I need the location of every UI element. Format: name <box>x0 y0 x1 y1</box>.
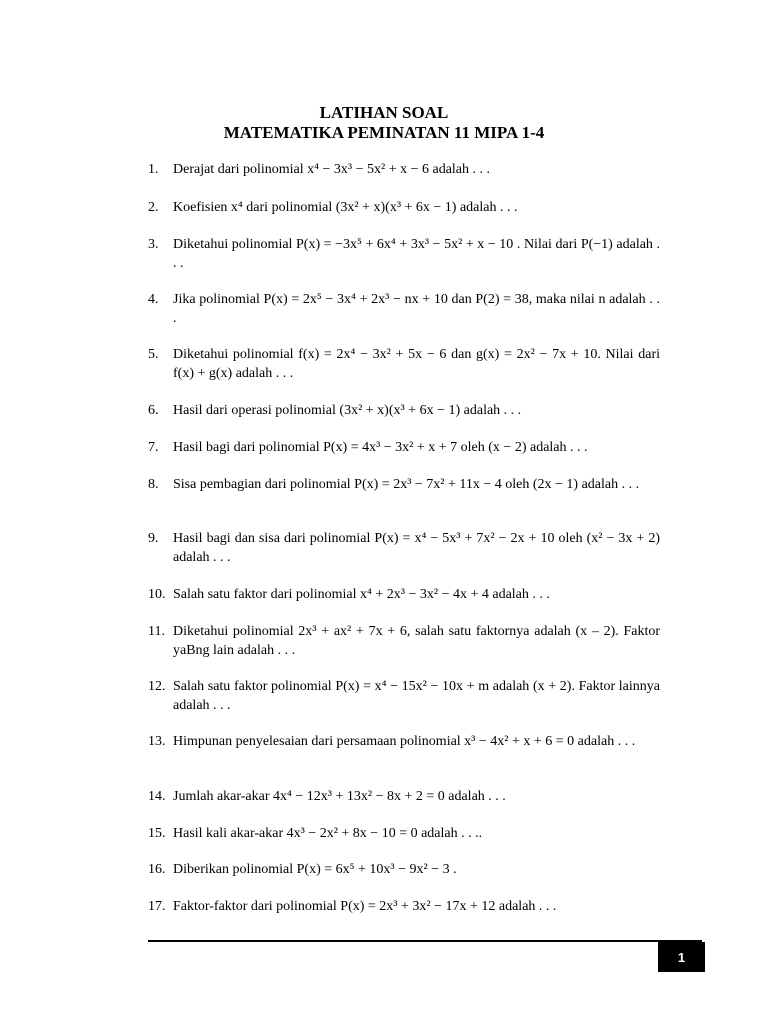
question-number: 1. <box>148 162 159 177</box>
question-text: Himpunan penyelesaian dari persamaan polinomial x³ − 4x² + x + 6 = 0 adalah . . . <box>173 734 636 749</box>
question-item <box>148 438 660 457</box>
question-item <box>148 585 660 604</box>
question-text: Diberikan polinomial P(x) = 6x⁵ + 10x³ − 9x² − 3 . <box>173 862 457 877</box>
title-line-1: LATIHAN SOAL <box>319 103 449 122</box>
question-text: Diketahui polinomial P(x) = −3x⁵ + 6x⁴ + 3x³ − 5x² + x − 10 . Nilai dari P(−1) adalah . . . <box>173 237 660 271</box>
question-text: Hasil dari operasi polinomial (3x² + x)(x³ + 6x − 1) adalah . . . <box>173 403 522 418</box>
question-number: 10. <box>148 587 166 602</box>
question-text: Hasil bagi dan sisa dari polinomial P(x) = x⁴ − 5x³ + 7x² − 2x + 10 oleh (x² − 3x + 2) adalah . . . <box>173 531 660 565</box>
question-item <box>148 475 660 494</box>
question-number: 7. <box>148 440 159 455</box>
question-item <box>148 824 660 843</box>
question-item <box>148 345 660 383</box>
question-number: 8. <box>148 477 159 492</box>
question-item <box>148 235 660 273</box>
page-number-label: 1 <box>677 949 686 965</box>
footer-divider <box>148 940 702 942</box>
question-number: 13. <box>148 734 166 749</box>
document-title <box>0 103 768 143</box>
question-text: Hasil kali akar-akar 4x³ − 2x² + 8x − 10 = 0 adalah . . .. <box>173 826 483 841</box>
question-text: Salah satu faktor dari polinomial x⁴ + 2x³ − 3x² − 4x + 4 adalah . . . <box>173 587 550 602</box>
question-item <box>148 198 660 217</box>
question-number: 16. <box>148 862 166 877</box>
question-item <box>148 401 660 420</box>
question-number: 17. <box>148 899 166 914</box>
page-number <box>658 942 705 972</box>
question-number: 11. <box>148 624 165 639</box>
question-item <box>148 529 660 567</box>
question-text: Salah satu faktor polinomial P(x) = x⁴ − 15x² − 10x + m adalah (x + 2). Faktor lainnya adalah . . . <box>173 679 660 713</box>
question-text: Jumlah akar-akar 4x⁴ − 12x³ + 13x² − 8x + 2 = 0 adalah . . . <box>173 789 506 804</box>
question-number: 5. <box>148 347 159 362</box>
question-number: 12. <box>148 679 166 694</box>
question-number: 4. <box>148 292 159 307</box>
question-text: Koefisien x⁴ dari polinomial (3x² + x)(x³ + 6x − 1) adalah . . . <box>173 200 518 215</box>
question-text: Diketahui polinomial 2x³ + ax² + 7x + 6, salah satu faktornya adalah (x – 2). Faktor yaBng lain adalah . . . <box>173 624 660 658</box>
question-number: 14. <box>148 789 166 804</box>
question-number: 9. <box>148 531 159 546</box>
question-item <box>148 860 660 879</box>
question-item <box>148 622 660 660</box>
question-item <box>148 787 660 806</box>
question-number: 3. <box>148 237 159 252</box>
question-number: 2. <box>148 200 159 215</box>
question-text: Sisa pembagian dari polinomial P(x) = 2x³ − 7x² + 11x − 4 oleh (2x − 1) adalah . . . <box>173 477 640 492</box>
question-item <box>148 732 660 751</box>
title-line-2: MATEMATIKA PEMINATAN 11 MIPA 1-4 <box>223 123 545 142</box>
question-text: Jika polinomial P(x) = 2x⁵ − 3x⁴ + 2x³ − nx + 10 dan P(2) = 38, maka nilai n adalah . . . <box>173 292 660 326</box>
question-text: Faktor-faktor dari polinomial P(x) = 2x³ + 3x² − 17x + 12 adalah . . . <box>173 899 557 914</box>
question-item <box>148 897 660 916</box>
question-text: Hasil bagi dari polinomial P(x) = 4x³ − 3x² + x + 7 oleh (x − 2) adalah . . . <box>173 440 588 455</box>
question-text: Diketahui polinomial f(x) = 2x⁴ − 3x² + 5x − 6 dan g(x) = 2x² − 7x + 10. Nilai dari f(x) + g(x) adalah . . . <box>173 347 660 381</box>
question-item <box>148 677 660 715</box>
question-item <box>148 290 660 328</box>
question-text: Derajat dari polinomial x⁴ − 3x³ − 5x² + x − 6 adalah . . . <box>173 162 491 177</box>
question-item <box>148 160 660 179</box>
question-number: 6. <box>148 403 159 418</box>
question-number: 15. <box>148 826 166 841</box>
